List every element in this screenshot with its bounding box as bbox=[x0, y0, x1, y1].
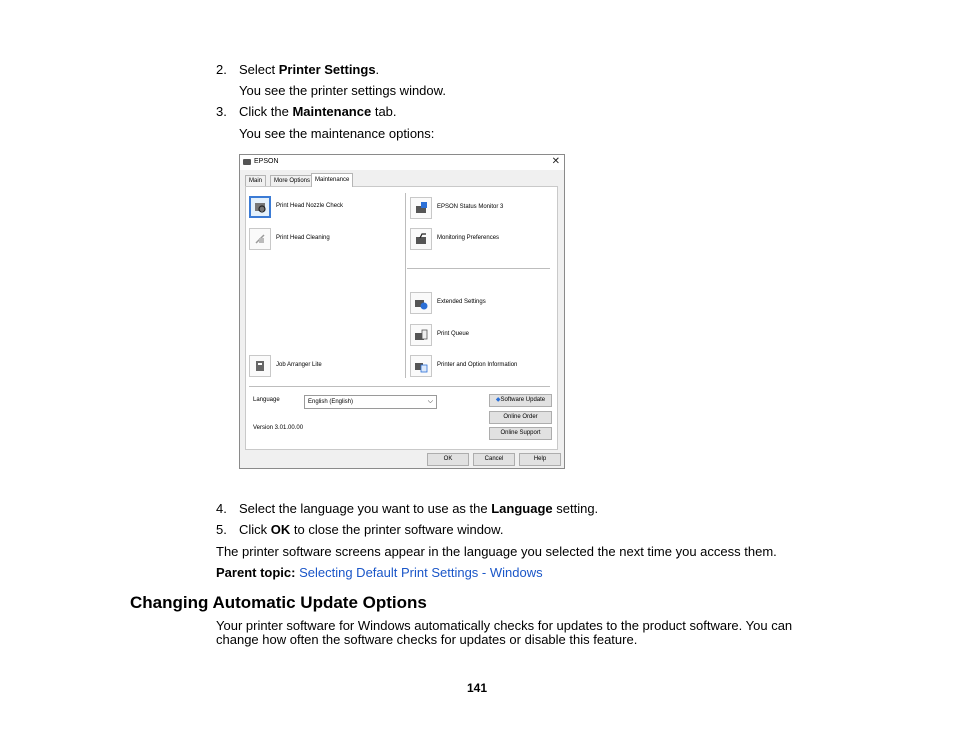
section-body-line-1: Your printer software for Windows automatically checks for updates to the product software. You can bbox=[216, 618, 793, 633]
column-divider bbox=[405, 193, 406, 378]
step-3-note: You see the maintenance options: bbox=[239, 126, 435, 141]
bottom-divider bbox=[249, 386, 550, 387]
help-button[interactable]: Help bbox=[519, 453, 561, 466]
language-select[interactable] bbox=[304, 395, 437, 409]
step-number: 5. bbox=[216, 522, 227, 537]
nozzle-check-label: Print Head Nozzle Check bbox=[276, 203, 344, 209]
printer-option-info-label: Printer and Option Information bbox=[437, 362, 518, 368]
right-divider bbox=[407, 268, 550, 269]
status-monitor-icon bbox=[410, 197, 432, 219]
step-2-note: You see the printer settings window. bbox=[239, 83, 446, 98]
dialog-title: EPSON bbox=[254, 158, 279, 165]
head-cleaning-label: Print Head Cleaning bbox=[276, 235, 330, 241]
section-heading: Changing Automatic Update Options bbox=[130, 593, 427, 612]
head-cleaning-icon bbox=[249, 228, 271, 250]
step-3: 3. Click the Maintenance tab. bbox=[216, 104, 397, 119]
result-text: The printer software screens appear in the language you selected the next time you access them. bbox=[216, 544, 777, 559]
cancel-button[interactable]: Cancel bbox=[473, 453, 515, 466]
monitoring-preferences-icon bbox=[410, 228, 432, 250]
parent-topic-label: Parent topic: bbox=[216, 565, 296, 580]
step-number: 2. bbox=[216, 62, 227, 77]
parent-topic-link[interactable]: Selecting Default Print Settings - Windows bbox=[299, 565, 543, 580]
step-number: 4. bbox=[216, 501, 227, 516]
job-arranger-label: Job Arranger Lite bbox=[276, 362, 322, 368]
online-support-button[interactable]: Online Support bbox=[489, 427, 552, 440]
ui-term: Printer Settings bbox=[278, 62, 376, 77]
tab-more-options[interactable]: More Options bbox=[270, 175, 314, 186]
step-4: 4. Select the language you want to use as the Language setting. bbox=[216, 501, 599, 516]
online-order-button[interactable]: Online Order bbox=[489, 411, 552, 424]
printer-settings-dialog bbox=[239, 154, 565, 469]
printer-info-icon bbox=[410, 355, 432, 377]
ui-term: OK bbox=[270, 522, 291, 537]
parent-topic bbox=[216, 565, 543, 580]
page-number: 141 bbox=[467, 681, 488, 695]
nozzle-check-icon bbox=[249, 196, 271, 218]
ui-term: Language bbox=[491, 501, 553, 516]
chevron-down-icon: ⌵ bbox=[427, 398, 433, 405]
shield-icon: ◆ bbox=[495, 397, 501, 403]
status-monitor-label: EPSON Status Monitor 3 bbox=[437, 204, 504, 210]
job-arranger-icon bbox=[249, 355, 271, 377]
section-body-line-2: change how often the software checks for updates or disable this feature. bbox=[216, 632, 638, 647]
dialog-titlebar bbox=[240, 155, 564, 170]
maintenance-panel bbox=[245, 186, 558, 450]
version-text: Version 3.01.00.00 bbox=[253, 425, 304, 431]
extended-settings-icon bbox=[410, 292, 432, 314]
language-value: English (English) bbox=[308, 399, 354, 405]
tab-main[interactable]: Main bbox=[245, 175, 266, 186]
ui-term: Maintenance bbox=[292, 104, 372, 119]
monitoring-preferences-label: Monitoring Preferences bbox=[437, 235, 500, 241]
print-queue-icon bbox=[410, 324, 432, 346]
close-icon[interactable]: ✕ bbox=[551, 156, 560, 167]
extended-settings-label: Extended Settings bbox=[437, 299, 486, 305]
print-queue-label: Print Queue bbox=[437, 331, 470, 337]
tab-maintenance[interactable]: Maintenance bbox=[311, 173, 353, 187]
ok-button[interactable]: OK bbox=[427, 453, 469, 466]
printer-icon bbox=[243, 159, 251, 165]
step-2: 2. Select Printer Settings. bbox=[216, 62, 380, 77]
software-update-button[interactable]: ◆Software Update bbox=[489, 394, 552, 407]
language-label: Language bbox=[253, 397, 280, 403]
step-number: 3. bbox=[216, 104, 227, 119]
step-5: 5. Click OK to close the printer software window. bbox=[216, 522, 504, 537]
